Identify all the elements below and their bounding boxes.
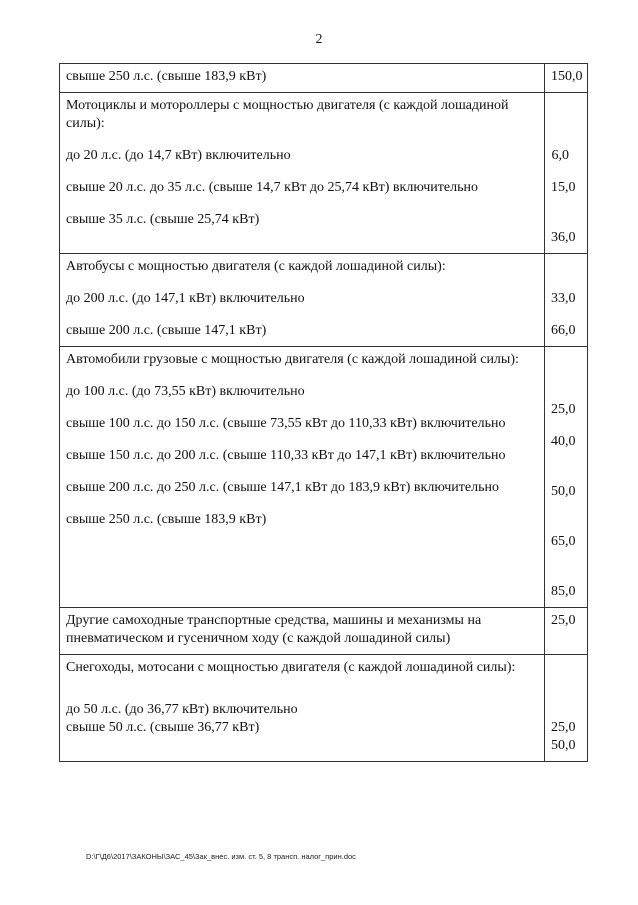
description-cell — [60, 347, 545, 608]
table-row — [60, 347, 588, 608]
table-row — [60, 64, 588, 93]
category-heading: Мотоциклы и мотороллеры с мощностью двигателя (с каждой лошадиной силы): — [66, 98, 509, 131]
file-path-footer: D:\Г\Д6\2017\ЗАКОНЫ\ЗАС_45\Зак_внес. изм. ст. 5, 8 трансп. налог_прин.doc — [86, 852, 356, 861]
entry-text: до 50 л.с. (до 36,77 кВт) включительно — [66, 702, 298, 717]
entry-text: свыше 35 л.с. (свыше 25,74 кВт) — [66, 212, 260, 227]
entry-value: 33,0 — [551, 291, 576, 306]
table-row — [60, 608, 588, 655]
entry-value: 36,0 — [551, 230, 576, 245]
category-heading: Автобусы с мощностью двигателя (с каждой лошадиной силы): — [66, 259, 446, 274]
entry-text: Другие самоходные транспортные средства, машины и механизмы на пневматическом и гусеничном ходу (с каждой лошадиной силы) — [66, 613, 482, 646]
description-cell — [60, 93, 545, 254]
page-number: 2 — [315, 32, 323, 47]
category-heading: Автомобили грузовые с мощностью двигателя (с каждой лошадиной силы): — [66, 352, 519, 367]
entry-value: 40,0 — [551, 434, 576, 449]
entry-value: 25,0 — [551, 613, 576, 628]
entry-value: 50,0 — [551, 738, 576, 753]
entry-value: 66,0 — [551, 323, 576, 338]
entry-text: свыше 150 л.с. до 200 л.с. (свыше 110,33 кВт до 147,1 кВт) включительно — [66, 448, 506, 463]
entry-text: свыше 250 л.с. (свыше 183,9 кВт) — [66, 69, 267, 84]
table-row — [60, 655, 588, 762]
description-cell — [60, 655, 545, 762]
entry-value: 15,0 — [551, 180, 576, 195]
entry-text: до 200 л.с. (до 147,1 кВт) включительно — [66, 291, 305, 306]
entry-text: свыше 50 л.с. (свыше 36,77 кВт) — [66, 720, 260, 735]
entry-value: 85,0 — [551, 584, 576, 599]
entry-value: 150,0 — [551, 69, 583, 84]
rate-cell — [545, 254, 588, 347]
entry-text: свыше 200 л.с. (свыше 147,1 кВт) — [66, 323, 267, 338]
description-cell — [60, 64, 545, 93]
entry-text: свыше 100 л.с. до 150 л.с. (свыше 73,55 кВт до 110,33 кВт) включительно — [66, 416, 506, 431]
rate-cell — [545, 608, 588, 655]
entry-value: 65,0 — [551, 534, 576, 549]
description-cell — [60, 608, 545, 655]
table-row — [60, 254, 588, 347]
entry-text: свыше 200 л.с. до 250 л.с. (свыше 147,1 кВт до 183,9 кВт) включительно — [66, 480, 499, 495]
entry-value: 6,0 — [551, 148, 569, 163]
rate-cell — [545, 64, 588, 93]
entry-text: свыше 20 л.с. до 35 л.с. (свыше 14,7 кВт до 25,74 кВт) включительно — [66, 180, 478, 195]
tax-rate-table — [59, 63, 588, 762]
entry-text: до 20 л.с. (до 14,7 кВт) включительно — [66, 148, 291, 163]
category-heading: Снегоходы, мотосани с мощностью двигателя (с каждой лошадиной силы): — [66, 660, 516, 675]
entry-text: до 100 л.с. (до 73,55 кВт) включительно — [66, 384, 305, 399]
entry-value: 50,0 — [551, 484, 576, 499]
rate-cell — [545, 347, 588, 608]
entry-value: 25,0 — [551, 402, 576, 417]
description-cell — [60, 254, 545, 347]
entry-text: свыше 250 л.с. (свыше 183,9 кВт) — [66, 512, 267, 527]
entry-value: 25,0 — [551, 720, 576, 735]
table-row — [60, 93, 588, 254]
rate-cell — [545, 655, 588, 762]
rate-cell — [545, 93, 588, 254]
